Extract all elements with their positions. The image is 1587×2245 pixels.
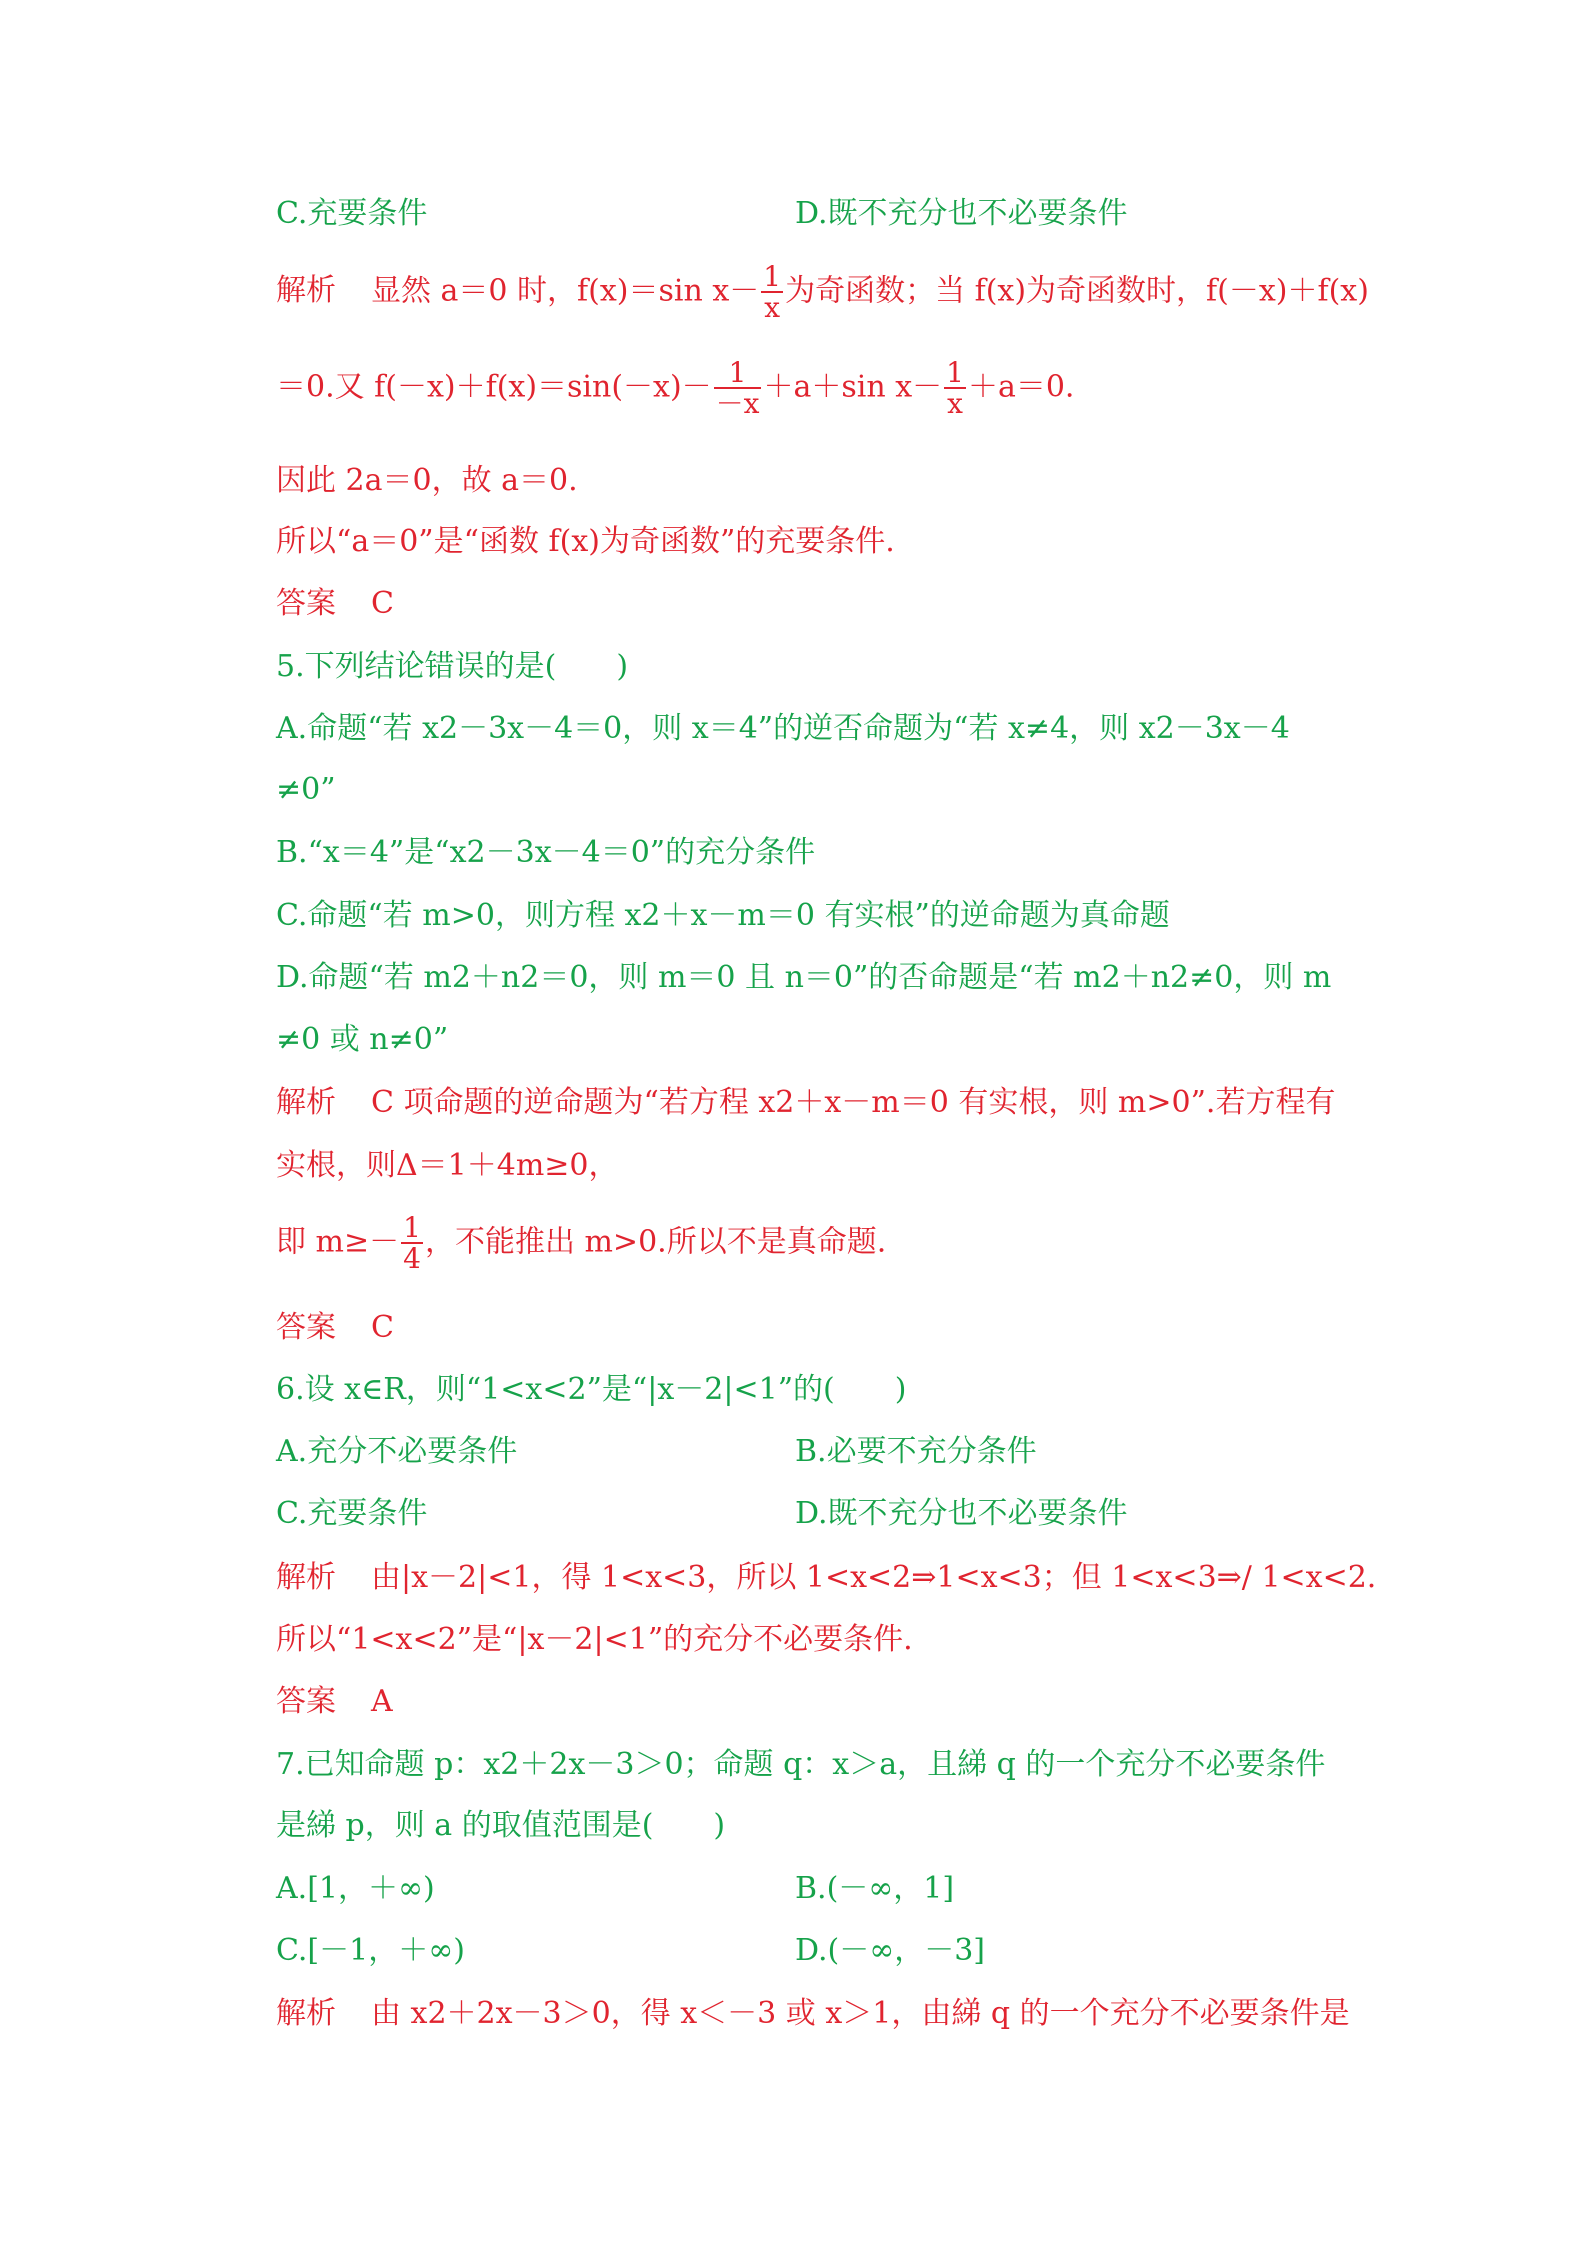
q6-option-b: B.必要不充分条件 [795,1434,1037,1469]
q5-stem: 5.下列结论错误的是( ) [276,649,629,684]
answer-label: 答案 [276,1684,336,1719]
fraction [401,1213,423,1274]
q4-option-d: D.既不充分也不必要条件 [795,196,1128,231]
answer-value: C [371,1310,394,1345]
analysis-text: 由 x2＋2x－3＞0，得 x＜－3 或 x＞1，由綈 q 的一个充分不必要条件是 [371,1996,1350,2031]
q4-analysis-line-1 [276,262,1369,323]
analysis-text: ＝0.又 f(－x)＋f(x)＝sin(－x)－ [276,369,712,405]
analysis-text: 即 m≥－ [276,1224,400,1260]
analysis-text: ，不能推出 m>0.所以不是真命题. [424,1224,887,1260]
answer-value: A [371,1684,393,1719]
q4-answer [276,586,394,622]
q5-option-b: B.“x＝4”是“x2－3x－4＝0”的充分条件 [276,835,816,870]
fraction [944,358,966,419]
analysis-text: C 项命题的逆命题为“若方程 x2＋x－m＝0 有实根，则 m>0”.若方程有 [371,1085,1336,1120]
analysis-text: 为奇函数；当 f(x)为奇函数时，f(－x)＋f(x) [785,273,1369,309]
q7-option-b: B.(－∞，1] [795,1871,955,1906]
q7-stem-line-1: 7.已知命题 p：x2＋2x－3＞0；命题 q：x＞a，且綈 q 的一个充分不必要条件 [276,1747,1326,1782]
q5-option-a-line-1: A.命题“若 x2－3x－4＝0，则 x＝4”的逆否命题为“若 x≠4，则 x2－3x－4 [276,711,1290,746]
answer-label: 答案 [276,586,336,621]
q6-option-c: C.充要条件 [276,1496,428,1531]
fraction-denominator: x [761,291,783,322]
fraction-numerator: 1 [763,260,782,293]
analysis-text: 1<x<2. [1251,1560,1377,1595]
fraction-numerator: 1 [728,356,747,389]
q7-option-d: D.(－∞，－3] [795,1933,986,1968]
analysis-text: 显然 a＝0 时，f(x)＝sin x－ [371,273,760,309]
q4-analysis-line-3: 因此 2a＝0，故 a＝0. [276,463,578,498]
fraction [761,262,783,323]
q7-analysis-line-1 [276,1996,1350,2032]
q7-option-c: C.[－1，＋∞) [276,1933,465,1968]
q5-answer [276,1310,394,1346]
analysis-text: ＋a＝0. [967,369,1075,405]
fraction-denominator: 4 [403,1242,421,1276]
q5-option-d-line-1: D.命题“若 m2＋n2＝0，则 m＝0 且 n＝0”的否命题是“若 m2＋n2≠0，则 m [276,960,1332,995]
fraction-numerator: 1 [403,1211,421,1244]
fraction-numerator: 1 [946,356,964,389]
q6-answer [276,1684,393,1720]
fraction-denominator: －x [715,387,760,421]
q6-analysis-line-1 [276,1560,1376,1596]
analysis-label: 解析 [276,1085,336,1120]
q5-analysis-line-2: 实根，则Δ＝1＋4m≥0， [276,1148,619,1183]
q4-analysis-line-2 [276,358,1074,419]
q6-analysis-line-2: 所以“1<x<2”是“|x－2|<1”的充分不必要条件. [276,1622,913,1657]
q6-option-a: A.充分不必要条件 [276,1434,518,1469]
analysis-label: 解析 [276,1560,336,1595]
not-implies-symbol: ⇒/ [1216,1560,1252,1595]
analysis-label: 解析 [276,1996,336,2031]
q7-option-a: A.[1，＋∞) [276,1871,435,1906]
q5-analysis-line-1 [276,1085,1335,1121]
analysis-label: 解析 [276,273,336,309]
answer-value: C [371,586,394,621]
q6-option-d: D.既不充分也不必要条件 [795,1496,1128,1531]
q6-stem: 6.设 x∈R，则“1<x<2”是“|x－2|<1”的( ) [276,1372,907,1407]
fraction-denominator: x [944,387,966,418]
analysis-text: ＋a＋sin x－ [763,369,943,405]
q5-option-a-line-2: ≠0” [276,772,336,807]
analysis-text: 由|x－2|<1，得 1<x<3，所以 1<x<2⇒1<x<3；但 1<x<3 [371,1560,1217,1595]
fraction [714,358,762,419]
q4-analysis-line-4: 所以“a＝0”是“函数 f(x)为奇函数”的充要条件. [276,524,895,559]
q7-stem-line-2: 是綈 p，则 a 的取值范围是( ) [276,1808,726,1843]
q4-option-c: C.充要条件 [276,196,428,231]
q5-option-d-line-2: ≠0 或 n≠0” [276,1022,449,1057]
answer-label: 答案 [276,1310,336,1345]
q5-analysis-line-3 [276,1213,886,1274]
q5-option-c: C.命题“若 m>0，则方程 x2＋x－m＝0 有实根”的逆命题为真命题 [276,898,1170,933]
